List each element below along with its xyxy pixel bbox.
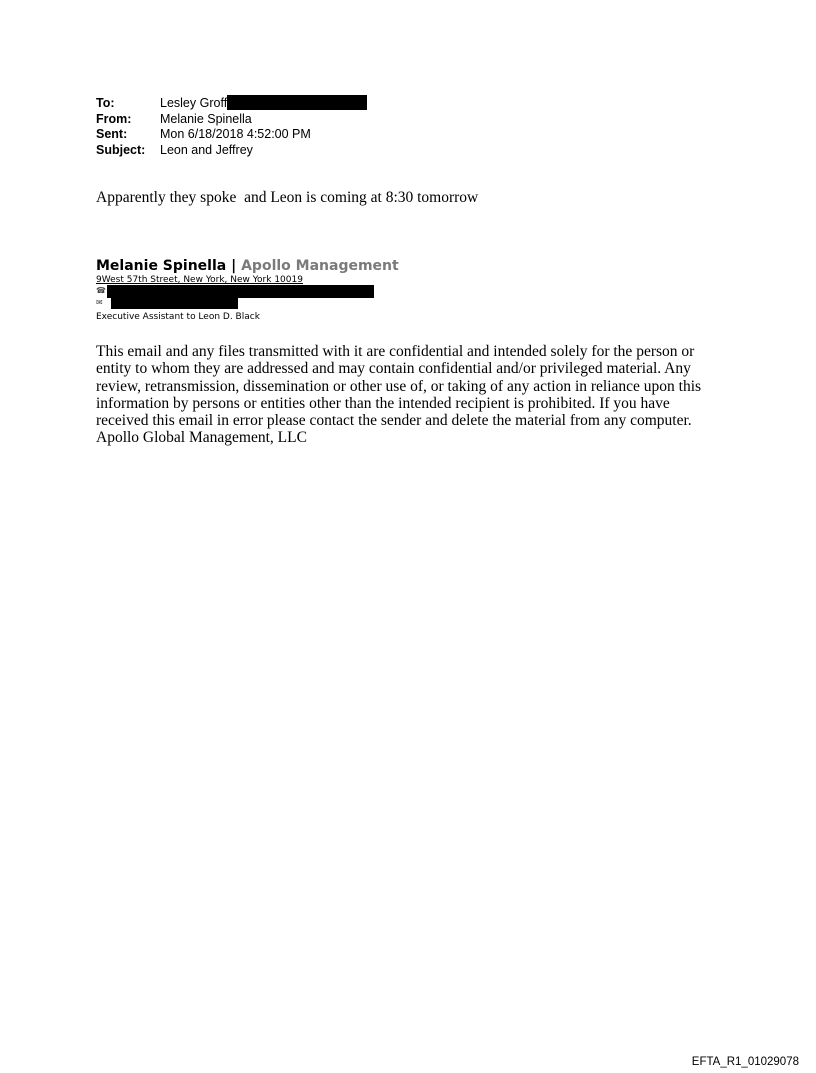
from-label: From: xyxy=(96,111,132,126)
to-label: To: xyxy=(96,96,115,110)
email-header xyxy=(96,96,367,158)
phone-icon: ☎ xyxy=(96,286,106,295)
signature-title: Executive Assistant to Leon D. Black xyxy=(96,311,260,322)
subject-value: Leon and Jeffrey xyxy=(160,142,253,157)
signature-block xyxy=(96,257,399,322)
sent-label: Sent: xyxy=(96,127,128,141)
signature-name: Melanie Spinella xyxy=(96,258,227,274)
email-body: Apparently they spoke and Leon is coming at 8:30 tomorrow xyxy=(96,189,479,206)
from-row xyxy=(96,112,367,128)
envelope-icon: ✉ xyxy=(96,297,103,307)
document-id: EFTA_R1_01029078 xyxy=(691,1056,799,1068)
redaction-box xyxy=(227,95,367,110)
signature-email-row xyxy=(96,297,399,309)
subject-row xyxy=(96,143,367,159)
signature-separator: | xyxy=(226,258,242,274)
redaction-box xyxy=(111,296,238,309)
subject-label: Subject: xyxy=(96,142,146,157)
confidentiality-disclaimer: This email and any files transmitted with it are confidential and intended solely for the person or entity to whom they are addressed and may contain confidential and/or privileged material. Any review, retransmission, dissemination or other use of, or taking of any action in reliance upon this information by persons or entities other than the intended recipient is prohibited. If you have received this email in error please contact the sender and delete the material from any computer. Apollo Global Management, LLC xyxy=(96,343,702,447)
sent-row xyxy=(96,127,367,143)
sent-value: Mon 6/18/2018 4:52:00 PM xyxy=(160,127,311,141)
signature-company: Apollo Management xyxy=(241,258,399,274)
to-value xyxy=(160,96,367,112)
to-row xyxy=(96,96,367,112)
signature-name-line xyxy=(96,257,399,275)
from-value: Melanie Spinella xyxy=(160,111,252,126)
to-recipient: Lesley Groff xyxy=(160,96,228,110)
signature-address: 9West 57th Street, New York, New York 10019 xyxy=(96,275,303,285)
